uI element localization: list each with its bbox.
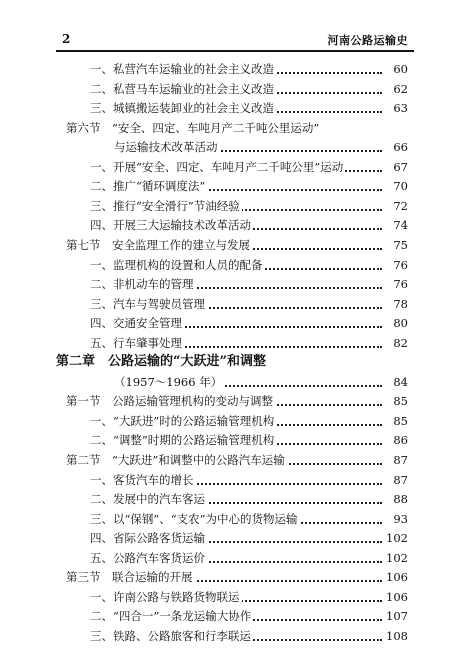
- toc-page-number: 66: [384, 136, 408, 158]
- toc-page-number: 85: [384, 390, 408, 412]
- toc-page-number: 108: [384, 625, 408, 647]
- toc-page-number: 75: [384, 234, 408, 256]
- toc-entry-title: 四、开展三大运输技术改革活动: [90, 218, 251, 233]
- toc-page-number: 86: [384, 429, 408, 451]
- toc-page-number: 82: [384, 332, 408, 354]
- toc-entry-title: 一、许南公路与铁路货物联运: [90, 589, 240, 604]
- header-rule: [56, 50, 414, 52]
- toc-page-number: 87: [384, 469, 408, 491]
- toc-page-number: 102: [384, 547, 408, 569]
- toc-page-number: 74: [384, 214, 408, 236]
- toc-page-number: 60: [384, 58, 408, 80]
- toc-page-number: 107: [384, 605, 408, 627]
- toc-entry: [90, 625, 408, 647]
- toc-entry-title: 二、私营马车运输业的社会主义改造: [90, 81, 274, 96]
- toc-entry-title: 第二节 “大跃进”和调整中的公路汽车运输: [66, 453, 285, 467]
- toc-entry-title: 二、“调整”时期的公路运输管理机构: [90, 433, 275, 448]
- toc-page-number: 80: [384, 312, 408, 334]
- toc-page-number: 88: [384, 488, 408, 510]
- toc-entry-title: 一、开展“安全、四定、车吨月产二千吨公里”运动: [90, 159, 344, 174]
- toc-entry-title: 五、公路汽车客货运价: [90, 550, 205, 565]
- toc-entry-title: 四、省际公路客货运输: [90, 531, 205, 546]
- toc-entry-title: 五、行车肇事处理: [90, 335, 182, 350]
- toc-page-number: 78: [384, 293, 408, 315]
- toc-page-number: 84: [384, 371, 408, 393]
- toc-page-number: 106: [384, 566, 408, 588]
- toc-entry-title: 一、客货汽车的增长: [90, 472, 194, 487]
- toc-page-number: 76: [384, 273, 408, 295]
- toc-entry-title: 二、发展中的汽车客运: [90, 492, 205, 507]
- toc-entry-title: 一、私营汽车运输业的社会主义改造: [90, 62, 274, 76]
- toc-page-number: 67: [384, 156, 408, 178]
- page-header: [56, 28, 410, 52]
- toc-entry-title: 三、以“保钢”、“支农”为中心的货物运输: [90, 511, 298, 526]
- toc-entry-title: 第二章 公路运输的“大跃进”和调整: [56, 354, 266, 370]
- toc-entry-title: 第三节 联合运输的开展: [66, 570, 193, 585]
- toc-page-number: 76: [384, 254, 408, 276]
- toc-entry-title: 三、推行“安全滑行”节油经验: [90, 198, 240, 213]
- toc-page-number: 72: [384, 195, 408, 217]
- toc-entry-title: 与运输技术改革活动: [114, 140, 218, 155]
- toc-page-number: 102: [384, 527, 408, 549]
- toc-entry-title: 第一节 公路运输管理机构的变动与调整: [66, 394, 273, 409]
- toc-page-number: 93: [384, 508, 408, 530]
- toc-page-number: 70: [384, 175, 408, 197]
- toc-entry-title: 三、城镇搬运装卸业的社会主义改造: [90, 101, 274, 116]
- toc-page-number: 85: [384, 410, 408, 432]
- toc-entry-title: 一、“大跃进”时的公路运输管理机构: [90, 413, 275, 428]
- running-title: 河南公路运输史: [327, 34, 408, 47]
- toc-entry-title: 第七节 安全监理工作的建立与发展: [66, 237, 250, 252]
- toc-entry-title: 第六节 “安全、四定、车吨月产二千吨公里运动”: [66, 120, 320, 135]
- toc-page-number: 87: [384, 449, 408, 471]
- toc-entry-title: （1957～1966 年）: [114, 374, 223, 389]
- toc-page-number: 106: [384, 586, 408, 608]
- toc-page-number: 62: [384, 78, 408, 100]
- toc-page-number: 63: [384, 97, 408, 119]
- toc-entry-title: 二、非机动车的管理: [90, 277, 194, 292]
- toc-entry-title: 三、铁路、公路旅客和行李联运: [90, 628, 251, 643]
- toc-entry-title: 三、汽车与驾驶员管理: [90, 296, 205, 311]
- toc-entry-title: 二、“四合一”一条龙运输大协作: [90, 609, 252, 624]
- toc-entry-title: 四、交通安全管理: [90, 316, 182, 331]
- page-number: 2: [62, 32, 71, 46]
- toc-entry-title: 二、推广“循环调度法”: [90, 179, 206, 194]
- toc-entry-title: 一、监理机构的设置和人员的配备: [90, 257, 263, 272]
